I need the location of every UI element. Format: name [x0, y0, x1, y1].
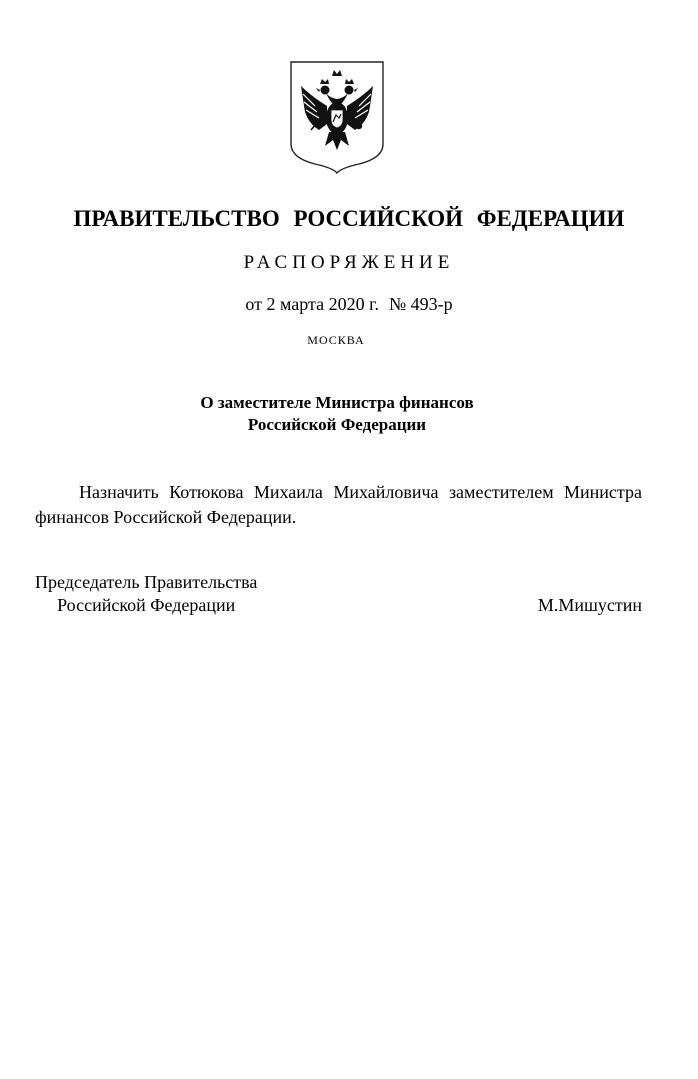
signatory-position [35, 571, 257, 617]
subject-line-2: Российской Федерации [247, 415, 427, 434]
document-date: от 2 марта 2020 г. [245, 294, 379, 314]
subject-line-1: О заместителе Министра финансов [200, 393, 474, 412]
signature-block [35, 571, 642, 617]
coat-of-arms-emblem [289, 60, 385, 174]
document-date-line [0, 294, 698, 315]
document-body-text: Назначить Котюкова Михаила Михайловича заместителем Министра финансов Российской Федерации. [35, 482, 642, 527]
document-number: № 493-р [388, 294, 453, 314]
signatory-position-line-2: Российской Федерации [57, 595, 236, 615]
government-title: ПРАВИТЕЛЬСТВО РОССИЙСКОЙ ФЕДЕРАЦИИ [73, 206, 625, 231]
document-subject [0, 392, 674, 436]
document-city: МОСКВА [307, 333, 365, 347]
double-headed-eagle-icon [289, 60, 385, 174]
document-type: РАСПОРЯЖЕНИЕ [243, 252, 455, 273]
signatory-position-line-1: Председатель Правительства [35, 572, 258, 592]
signatory-name: М.Мишустин [537, 595, 642, 615]
